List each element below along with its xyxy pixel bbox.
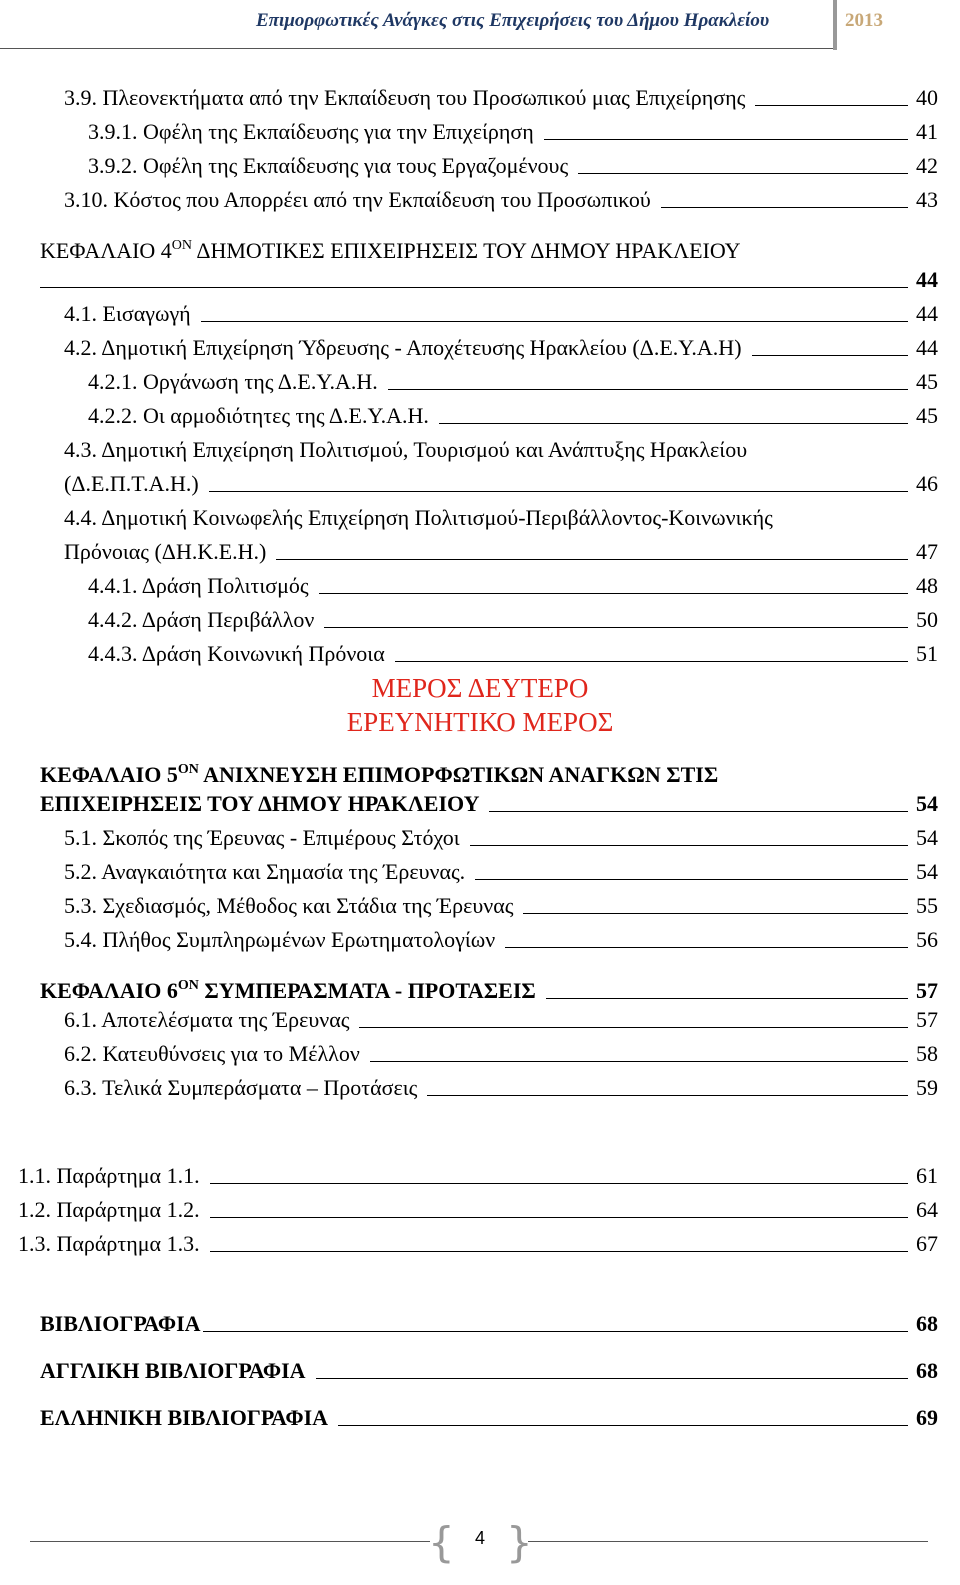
chapter-4-superscript: ΟΝ [171, 238, 193, 253]
toc-entry[interactable] [64, 824, 938, 852]
toc-entry-page: 48 [916, 573, 938, 598]
toc-entry[interactable] [64, 334, 938, 362]
toc-entry-label: 4.2. Δημοτική Επιχείρηση Ύδρευσης - Αποχέτευσης Ηρακλείου (Δ.Ε.Υ.Α.Η) [64, 335, 742, 360]
toc-entry-page: 56 [916, 927, 938, 952]
toc-entry-page: 40 [916, 85, 938, 110]
toc-leader [316, 1378, 908, 1379]
toc-entry[interactable] [88, 402, 938, 430]
toc-entry-label: Πρόνοιας (ΔΗ.Κ.Ε.Η.) [64, 539, 267, 564]
toc-leader [475, 879, 908, 880]
toc-entry[interactable] [88, 606, 938, 634]
chapter-4-heading[interactable] [40, 232, 741, 265]
toc-entry[interactable] [18, 1230, 938, 1258]
toc-entry[interactable] [64, 84, 938, 112]
toc-entry[interactable] [88, 118, 938, 146]
toc-entry-page: 42 [916, 153, 938, 178]
toc-entry[interactable] [18, 1162, 938, 1190]
toc-leader [210, 1183, 908, 1184]
toc-entry-label: 4.4.1. Δράση Πολιτισμός [88, 573, 309, 598]
toc-entry-page: 51 [916, 641, 938, 666]
toc-entry-page: 54 [916, 859, 938, 884]
toc-leader [546, 998, 908, 999]
toc-entry-page: 69 [916, 1405, 938, 1430]
toc-leader [359, 1027, 908, 1028]
toc-entry[interactable] [40, 1404, 938, 1432]
toc-entry-label: 5.1. Σκοπός της Έρευνας - Επιμέρους Στόχοι [64, 825, 460, 850]
toc-entry[interactable] [40, 1357, 938, 1385]
running-header-title: Επιμορφωτικές Ανάγκες στις Επιχειρήσεις του Δήμου Ηρακλείου [256, 10, 770, 31]
running-header-year: 2013 [845, 10, 883, 31]
toc-leader [395, 661, 908, 662]
toc-entry-page: 54 [916, 791, 938, 816]
toc-entry-page: 45 [916, 369, 938, 394]
toc-entry-page: 67 [916, 1231, 938, 1256]
toc-leader [427, 1095, 908, 1096]
part-two-title: ΜΕΡΟΣ ΔΕΥΤΕΡΟ [371, 673, 589, 703]
toc-leader [210, 1251, 908, 1252]
chapter-4-title: ΔΗΜΟΤΙΚΕΣ ΕΠΙΧΕΙΡΗΣΕΙΣ ΤΟΥ ΔΗΜΟΥ ΗΡΑΚΛΕΙΟΥ [196, 238, 741, 263]
toc-leader [755, 105, 908, 106]
toc-entry[interactable] [18, 1196, 938, 1224]
toc-entry-page: 50 [916, 607, 938, 632]
toc-entry[interactable] [64, 300, 938, 328]
chapter-4-prefix: ΚΕΦΑΛΑΙΟ 4 [40, 238, 172, 263]
toc-leader [370, 1061, 908, 1062]
toc-entry-page: 58 [916, 1041, 938, 1066]
toc-entry[interactable] [40, 790, 938, 818]
toc-entry-page: 44 [916, 335, 938, 360]
toc-leader [276, 559, 908, 560]
toc-entry-page: 43 [916, 187, 938, 212]
toc-entry-label: ΑΓΓΛΙΚΗ ΒΙΒΛΙΟΓΡΑΦΙΑ [40, 1358, 306, 1383]
toc-entry-page: 46 [916, 471, 938, 496]
toc-entry-page: 61 [916, 1163, 938, 1188]
toc-entry-page: 68 [916, 1311, 938, 1336]
toc-entry-label: 6.1. Αποτελέσματα της Έρευνας [64, 1007, 350, 1032]
toc-entry-page: 54 [916, 825, 938, 850]
chapter-5-superscript: ΟΝ [177, 762, 199, 777]
toc-entry-page: 44 [916, 267, 938, 292]
chapter-6-superscript: ΟΝ [177, 978, 199, 993]
header-rule [0, 48, 833, 49]
toc-entry[interactable] [64, 892, 938, 920]
toc-entry-label: 1.1. Παράρτημα 1.1. [18, 1163, 200, 1188]
part-two-subtitle: ΕΡΕΥΝΗΤΙΚΟ ΜΕΡΟΣ [346, 707, 614, 737]
toc-entry-label: ΒΙΒΛΙΟΓΡΑΦΙΑ [40, 1311, 201, 1336]
toc-entry-page: 44 [916, 301, 938, 326]
toc-leader [209, 491, 908, 492]
toc-entry-label: 3.9.1. Οφέλη της Εκπαίδευσης για την Επιχείρηση [88, 119, 534, 144]
chapter-5-title: ΑΝΙΧΝΕΥΣΗ ΕΠΙΜΟΡΦΩΤΙΚΩΝ ΑΝΑΓΚΩΝ ΣΤΙΣ [203, 762, 719, 787]
toc-entry-label: 6.3. Τελικά Συμπεράσματα – Προτάσεις [64, 1075, 418, 1100]
toc-entry-label: 5.4. Πλήθος Συμπληρωμένων Ερωτηματολογίων [64, 927, 496, 952]
toc-leader [489, 811, 908, 812]
toc-entry[interactable] [88, 368, 938, 396]
toc-leader [505, 947, 908, 948]
toc-entry-label: 3.10. Κόστος που Απορρέει από την Εκπαίδευση του Προσωπικού [64, 187, 651, 212]
toc-leader [201, 321, 908, 322]
toc-entry-page: 57 [916, 1007, 938, 1032]
toc-entry[interactable] [40, 1310, 938, 1338]
chapter-6-title: ΣΥΜΠΕΡΑΣΜΑΤΑ - ΠΡΟΤΑΣΕΙΣ [204, 978, 536, 1003]
toc-entry-page: 68 [916, 1358, 938, 1383]
toc-entry-page: 41 [916, 119, 938, 144]
toc-leader [203, 1331, 908, 1332]
chapter-6-label [40, 972, 536, 1005]
toc-entry-page: 64 [916, 1197, 938, 1222]
footer-right-brace: } [506, 1518, 533, 1567]
toc-entry-label: (Δ.Ε.Π.Τ.Α.Η.) [64, 471, 199, 496]
chapter-6-prefix: ΚΕΦΑΛΑΙΟ 6 [40, 978, 178, 1003]
toc-entry-page: 55 [916, 893, 938, 918]
toc-leader [470, 845, 908, 846]
toc-entry-page: 47 [916, 539, 938, 564]
footer-rule-right [528, 1541, 928, 1542]
toc-leader [40, 287, 908, 288]
toc-leader [319, 593, 908, 594]
toc-leader [578, 173, 908, 174]
toc-entry-label: ΕΠΙΧΕΙΡΗΣΕΙΣ ΤΟΥ ΔΗΜΟΥ ΗΡΑΚΛΕΙΟΥ [40, 791, 480, 816]
toc-leader [324, 627, 908, 628]
toc-entry-label: 4.4.2. Δράση Περιβάλλον [88, 607, 315, 632]
toc-entry-label: 5.2. Αναγκαιότητα και Σημασία της Έρευνας. [64, 859, 466, 884]
toc-entry[interactable] [64, 926, 938, 954]
toc-entry-label: 6.2. Κατευθύνσεις για το Μέλλον [64, 1041, 360, 1066]
toc-leader [388, 389, 908, 390]
toc-entry[interactable] [64, 858, 938, 886]
toc-entry[interactable] [64, 1074, 938, 1102]
toc-entry-page: 57 [916, 978, 938, 1003]
toc-entry-page: 59 [916, 1075, 938, 1100]
toc-entry[interactable] [64, 186, 938, 214]
footer-rule-left [30, 1541, 430, 1542]
chapter-6-heading[interactable] [40, 972, 938, 1005]
toc-entry[interactable] [64, 1040, 938, 1068]
toc-entry-label: 1.2. Παράρτημα 1.2. [18, 1197, 200, 1222]
toc-entry[interactable] [64, 1006, 938, 1034]
toc-leader [523, 913, 908, 914]
chapter-5-heading[interactable] [40, 756, 718, 789]
chapter-4-page-line[interactable] [40, 266, 938, 294]
toc-entry[interactable] [64, 470, 938, 498]
page-number: 4 [474, 1528, 485, 1548]
toc-entry-label: 4.2.1. Οργάνωση της Δ.Ε.Υ.Α.Η. [88, 369, 378, 394]
toc-entry-label: 4.2.2. Οι αρμοδιότητες της Δ.Ε.Υ.Α.Η. [88, 403, 429, 428]
toc-entry-label: 5.3. Σχεδιασμός, Μέθοδος και Στάδια της Έρευνας [64, 893, 514, 918]
toc-entry-label: 4.4.3. Δράση Κοινωνική Πρόνοια [88, 641, 385, 666]
toc-leader [439, 423, 908, 424]
toc-entry-label: 3.9.2. Οφέλη της Εκπαίδευσης για τους Εργαζομένους [88, 153, 569, 178]
toc-entry[interactable] [88, 152, 938, 180]
chapter-5-prefix: ΚΕΦΑΛΑΙΟ 5 [40, 762, 178, 787]
toc-leader [338, 1425, 908, 1426]
toc-entry-label: 3.9. Πλεονεκτήματα από την Εκπαίδευση του Προσωπικού μιας Επιχείρησης [64, 85, 746, 110]
footer-left-brace: { [428, 1518, 455, 1567]
toc-entry-page: 45 [916, 403, 938, 428]
toc-entry[interactable] [64, 538, 938, 566]
toc-entry[interactable] [88, 572, 938, 600]
toc-leader [210, 1217, 908, 1218]
toc-entry-label: 1.3. Παράρτημα 1.3. [18, 1231, 200, 1256]
toc-entry-label: 4.1. Εισαγωγή [64, 301, 191, 326]
header-separator [833, 0, 837, 50]
toc-leader [752, 355, 908, 356]
toc-entry-label-line1[interactable]: 4.3. Δημοτική Επιχείρηση Πολιτισμού, Τουρισμού και Ανάπτυξης Ηρακλείου [64, 437, 748, 462]
toc-entry-label-line1[interactable]: 4.4. Δημοτική Κοινωφελής Επιχείρηση Πολιτισμού-Περιβάλλοντος-Κοινωνικής [64, 505, 773, 530]
toc-entry-label: ΕΛΛΗΝΙΚΗ ΒΙΒΛΙΟΓΡΑΦΙΑ [40, 1405, 329, 1430]
toc-leader [661, 207, 908, 208]
toc-entry[interactable] [88, 640, 938, 668]
toc-leader [544, 139, 908, 140]
